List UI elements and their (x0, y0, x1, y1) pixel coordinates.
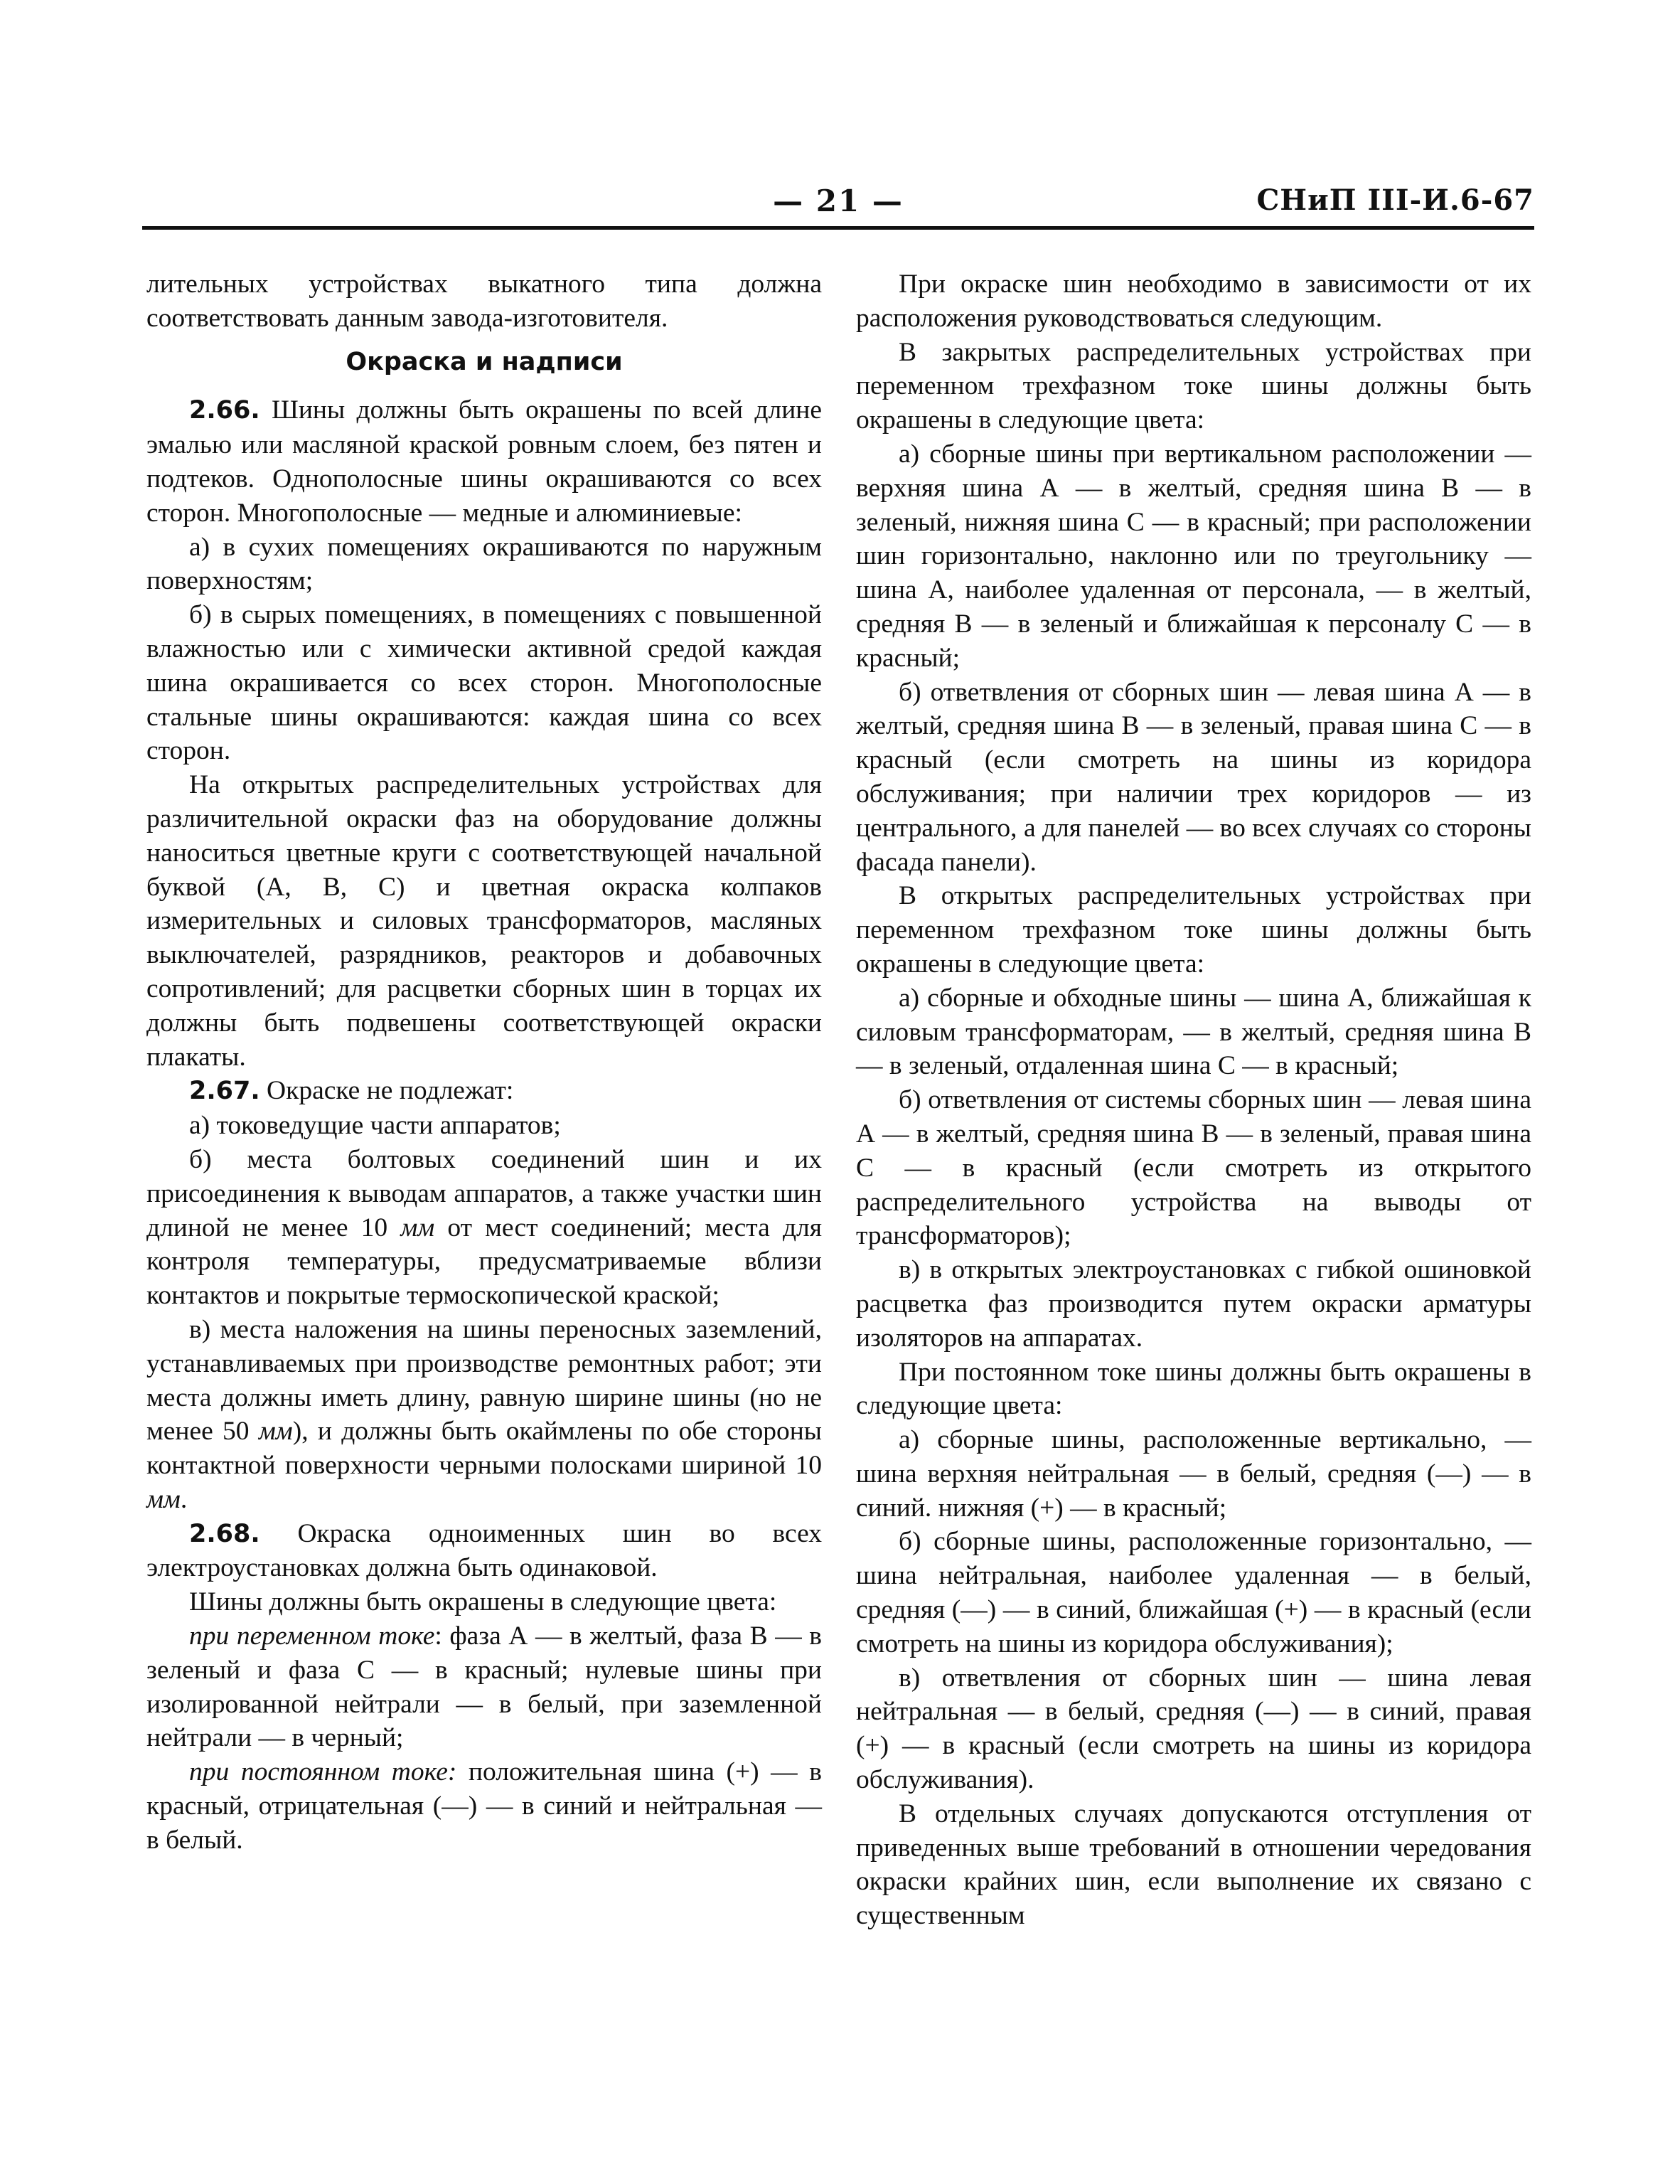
clause-number: 2.66. (189, 396, 260, 425)
clause-text: Окраске не подлежат: (260, 1076, 514, 1106)
italic-label: при постоянном токе: (189, 1757, 457, 1787)
list-item (146, 1143, 822, 1313)
list-item-text: в) места наложения на шины переносных заземлений, устанавливаемых при производстве ремонтных работ; эти места должны иметь длину, равную ширине шины (но не менее 50 (146, 1314, 822, 1447)
unit: мм (400, 1213, 435, 1242)
paragraph: При постоянном токе шины должны быть окрашены в следующие цвета: (856, 1357, 1531, 1421)
paragraph-text: положительная шина (+) — в красный, отрицательная (—) — в синий и нейтральная — в белый. (146, 1757, 822, 1855)
list-item: а) токоведущие части аппаратов; (189, 1111, 561, 1141)
paragraph: В отдельных случаях допускаются отступления от приведенных выше требований в отношении чередования окраски крайних шин, если выполнение их связано с существенным (856, 1799, 1531, 1931)
italic-label: при переменном токе (189, 1621, 435, 1651)
list-item: в) в открытых электроустановках с гибкой ошиновкой расцветка фаз производится путем окраски арматуры изоляторов на аппаратах. (856, 1255, 1531, 1353)
header-rule (142, 226, 1534, 230)
paragraph: В закрытых распределительных устройствах при переменном трехфазном токе шины должны быть окрашены в следующие цвета: (856, 337, 1531, 435)
page-number: — 21 — (773, 183, 904, 218)
clause-2-68 (146, 1517, 822, 1586)
clause-text: Окраска одноименных шин во всех электроустановках должна быть одинаковой. (146, 1518, 822, 1583)
clause-2-66 (146, 393, 822, 530)
list-item (146, 1313, 822, 1517)
list-item: б) в сырых помещениях, в помещениях с повышенной влажностью или с химически активной средой каждая шина окрашивается со всех сторон. Многополосные стальные шины окрашиваются: каждая шина со всех сторон. (146, 600, 822, 766)
list-item-text: б) места болтовых соединений шин и их присоединения к выводам аппаратов, а также участки шин длиной не менее 10 (146, 1144, 822, 1242)
paragraph: Шины должны быть окрашены в следующие цвета: (189, 1587, 777, 1617)
paragraph: При окраске шин необходимо в зависимости от их расположения руководствоваться следующим. (856, 270, 1531, 333)
unit: мм (258, 1417, 293, 1447)
list-item: а) сборные шины при вертикальном расположении — верхняя шина А — в желтый, средняя шина В — в зеленый, нижняя шина С — в красный; при расположении шин горизонтально, наклонно или по треугольнику — шина А, наиболее удаленная от персонала, — в желтый, средняя В — в зеленый и ближайшая к персоналу С — в красный; (856, 439, 1531, 673)
list-item-text: ), и должны быть окаймлены по обе стороны контактной поверхности черными полосками шириной 10 (146, 1417, 823, 1481)
paragraph: На открытых распределительных устройствах для различительной окраски фаз на оборудование должны наноситься цветные круги с соответствующей начальной буквой (А, В, С) и цветная окраска колпаков измерительных и силовых трансформаторов, масляных выключателей, разрядников, реакторов и добавочных сопротивлений; для расцветки сборных шин в торцах их должны быть подвешены соответствующей окраски плакаты. (146, 770, 822, 1072)
clause-2-67 (146, 1074, 822, 1109)
clause-number: 2.67. (189, 1077, 260, 1106)
list-item: б) ответвления от сборных шин — левая шина А — в желтый, средняя шина В — в зеленый, правая шина С — в красный (если смотреть на шины из коридора обслуживания; при наличии трех коридоров — из центрального, а для панелей — во всех случаях со стороны фасада панели). (856, 677, 1531, 877)
list-item: в) ответвления от сборных шин — шина левая нейтральная — в белый, средняя (—) — в синий, правая (+) — в красный (если смотреть на шины из коридора обслуживания). (856, 1663, 1531, 1795)
paragraph: В открытых распределительных устройствах при переменном трехфазном токе шины должны быть окрашены в следующие цвета: (856, 881, 1531, 979)
list-item: а) в сухих помещениях окрашиваются по наружным поверхностям; (146, 532, 822, 596)
list-item-text: от мест соединений; места для контроля температуры, предусматриваемые вблизи контактов и покрытые термоскопической краской; (146, 1213, 822, 1311)
list-item: а) сборные шины, расположенные вертикально, — шина верхняя нейтральная — в белый, средняя (—) — в синий. нижняя (+) — в красный; (856, 1425, 1531, 1523)
clause-number: 2.68. (189, 1519, 260, 1548)
paragraph-dc (146, 1755, 822, 1857)
list-item: б) сборные шины, расположенные горизонтально, — шина нейтральная, наиболее удаленная — в белый, средняя (—) — в синий, ближайшая (+) — в красный (если смотреть на шины из коридора обслуживания); (856, 1527, 1531, 1658)
right-column (856, 267, 1531, 1933)
left-column (146, 267, 822, 1858)
list-item: а) сборные и обходные шины — шина А, ближайшая к силовым трансформаторам, — в желтый, средняя шина В — в зеленый, отдаленная шина С — в красный; (856, 983, 1531, 1081)
paragraph: лительных устройствах выкатного типа должна соответствовать данным завода-изготовителя. (146, 270, 822, 333)
section-heading: Окраска и надписи (346, 347, 623, 376)
list-item-text: . (180, 1484, 188, 1514)
clause-text: Шины должны быть окрашены по всей длине эмалью или масляной краской ровным слоем, без пятен и подтеков. Однополосные шины окрашиваются со всех сторон. Многополосные — медные и алюминиевые: (146, 395, 822, 528)
paragraph-text: : фаза А — в желтый, фаза В — в зеленый и фаза С — в красный; нулевые шины при изолированной нейтрали — в белый, при заземленной нейтрали — в черный; (146, 1621, 822, 1753)
list-item: б) ответвления от системы сборных шин — левая шина А — в желтый, средняя шина В — в зеленый, правая шина С — в красный (если смотреть из открытого распределительного устройства на выводы от трансформаторов); (856, 1085, 1531, 1251)
document-code: СНиП III-И.6-67 (1256, 183, 1534, 217)
paragraph-ac (146, 1619, 822, 1755)
unit: мм (146, 1484, 181, 1514)
